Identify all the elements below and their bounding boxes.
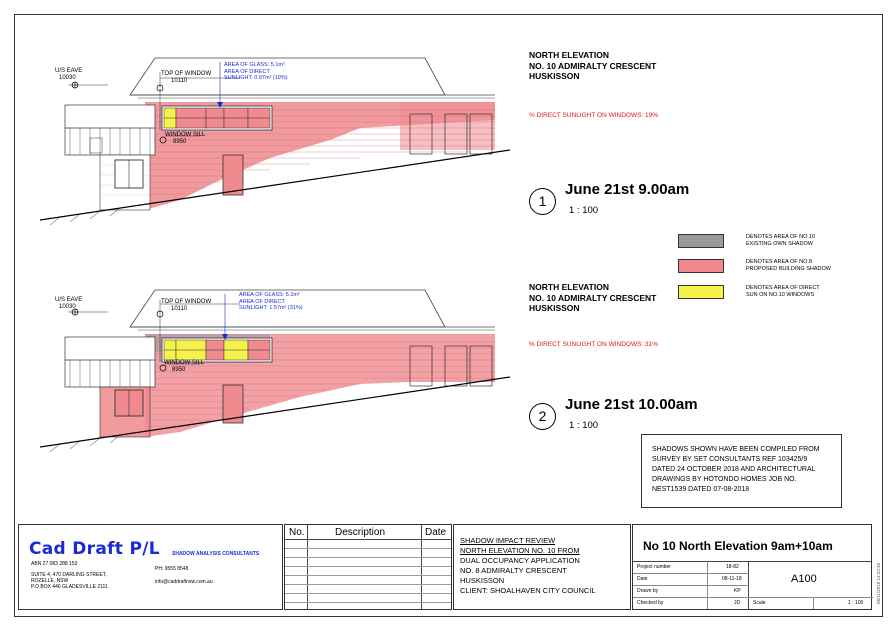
door <box>223 155 243 195</box>
sheet-scale: 1 : 100 <box>848 600 864 606</box>
sheet-number: A100 <box>791 573 817 585</box>
legend-text-own-shadow: DENOTES AREA OF NO.10 EXISTING OWN SHADOW <box>746 234 816 247</box>
company-email: info@caddraftnsw.com.au <box>155 579 213 585</box>
glass-note-2: AREA OF GLASS: 5.1m² AREA OF DIRECT SUNLIGHT: 1.57m² (31%) <box>239 292 303 311</box>
percent-sunlight-2: % DIRECT SUNLIGHT ON WINDOWS: 31% <box>529 341 659 348</box>
company-abn: ABN 27 083 288 153 <box>31 561 78 567</box>
sheet-info: No 10 North Elevation 9am+10am Project number 18-82 Date 08-11-18 Drawn by KP Checked by JD A100 Scale 1 : 100 <box>632 524 872 610</box>
checked-by: JD <box>734 600 741 606</box>
project-description: SHADOW IMPACT REVIEW NORTH ELEVATION NO. 10 FROM DUAL OCCUPANCY APPLICATION NO. 8 ADMIRALTY CRESCENT HUSKISSON CLIENT: SHOALHAVEN CITY COUNCIL <box>453 524 631 610</box>
view-number-1: 1 <box>529 188 556 215</box>
view-date-2: June 21st 10.00am <box>565 396 698 413</box>
window-sill-label-1: WINDOW SILL 8950 <box>165 132 206 145</box>
survey-note-box: SHADOWS SHOWN HAVE BEEN COMPILED FROM SURVEY BY SET CONSULTANTS REF 103425/9 DATED 24 OCTOBER 2018 AND ARCHITECTURAL DRAWINGS BY HOTONDO HOMES JOB NO. NEST1539 DATED 07-08-2018 <box>641 434 842 508</box>
elevation-1-title: NORTH ELEVATION NO. 10 ADMIRALTY CRESCENT HUSKISSON <box>529 50 657 81</box>
window-sill-label-2: WINDOW SILL 8950 <box>164 360 205 373</box>
company-address: SUITE 4, 470 DARLING STREET, ROZELLE, NSW P.O BOX 446 GLADESVILLE 2111 <box>31 572 108 590</box>
legend-swatch-own-shadow <box>678 234 724 248</box>
rev-header-date: Date <box>425 527 447 538</box>
company-logo: Cad Draft P/L <box>29 539 160 559</box>
revision-table <box>284 524 452 610</box>
glass-note-1: AREA OF GLASS: 5.1m² AREA OF DIRECT SUNLIGHT: 0.97m² (19%) <box>224 62 288 81</box>
legend-swatch-direct-sun <box>678 285 724 299</box>
top-of-window-label-1: TOP OF WINDOW 10110 <box>161 71 212 84</box>
company-block <box>18 524 283 610</box>
view-scale-1: 1 : 100 <box>569 205 599 216</box>
project-number: 18-82 <box>726 564 739 570</box>
view-date-1: June 21st 9.00am <box>565 181 690 198</box>
elevation-2-title: NORTH ELEVATION NO. 10 ADMIRALTY CRESCENT HUSKISSON <box>529 282 657 313</box>
us-eave-label-1: U/S EAVE 10030 <box>55 68 83 81</box>
company-phone: PH: 9555 8548 <box>155 566 189 572</box>
sheet-title: No 10 North Elevation 9am+10am <box>643 539 833 553</box>
us-eave-label-2: U/S EAVE 10030 <box>55 297 83 310</box>
company-tagline: SHADOW ANALYSIS CONSULTANTS <box>172 551 260 557</box>
view-number-2: 2 <box>529 403 556 430</box>
legend-swatch-proposed-shadow <box>678 259 724 273</box>
top-of-window-label-2: TOP OF WINDOW 10110 <box>161 299 212 312</box>
view-scale-2: 1 : 100 <box>569 420 599 431</box>
rev-header-description: Description <box>335 527 386 538</box>
legend-text-direct-sun: DENOTES AREA OF DIRECT SUN ON NO.10 WINDOWS <box>746 285 820 298</box>
rev-header-no: No. <box>289 527 305 538</box>
percent-sunlight-1: % DIRECT SUNLIGHT ON WINDOWS: 19% <box>529 112 659 119</box>
drawing-date: 08-11-18 <box>722 576 742 582</box>
drawn-by: KP <box>734 588 741 594</box>
legend-text-proposed-shadow: DENOTES AREA OF NO.8 PROPOSED BUILDING SHADOW <box>746 259 831 272</box>
plot-stamp: 08/11/2018 14:23:38 <box>876 563 881 604</box>
